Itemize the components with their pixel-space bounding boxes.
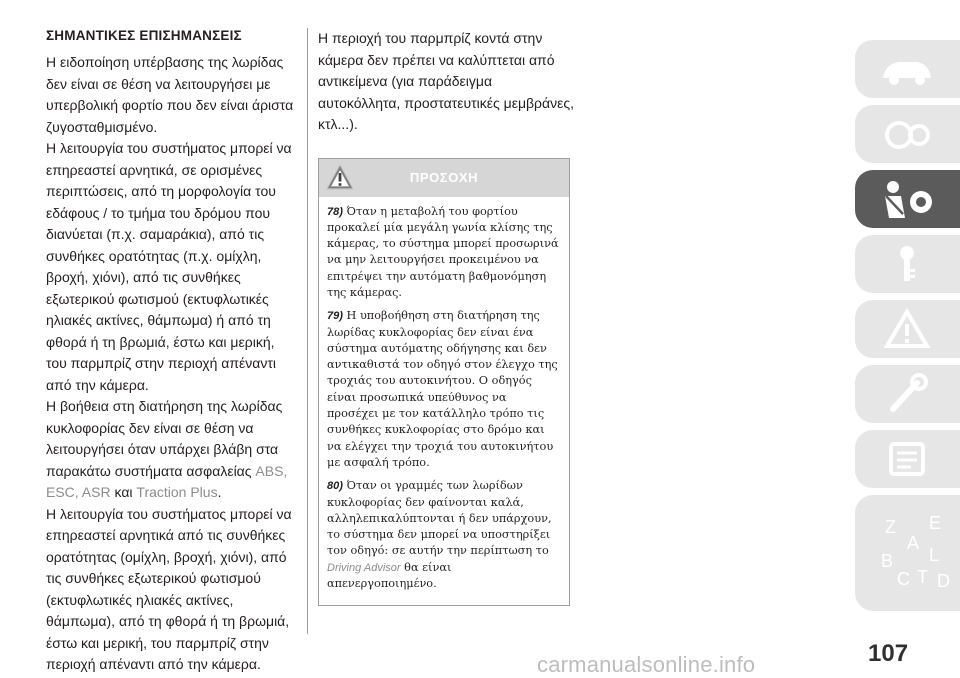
airbag-seatbelt-icon — [877, 178, 941, 222]
caution-header — [319, 159, 569, 197]
car-dashboard-icon — [877, 113, 937, 155]
paragraph-load-warning: Η ειδοποίηση υπέρβασης της λωρίδας δεν είναι σε θέση να λειτουργήσει με υπερβολική φορτίο που δεν είναι άριστα ζυγοσταθμισμένο. — [46, 54, 294, 135]
svg-text:D: D — [937, 571, 950, 591]
section-heading: ΣΗΜΑΝΤΙΚΕΣ ΕΠΙΣΗΜΑΝΣΕΙΣ — [46, 28, 242, 43]
ignition-key-icon — [877, 243, 937, 285]
driving-advisor-term: Driving Advisor — [327, 561, 401, 574]
note-number: 80) — [327, 480, 343, 493]
left-column — [46, 28, 296, 676]
svg-text:E: E — [929, 513, 942, 533]
svg-text:A: A — [907, 533, 920, 553]
tab-maintenance[interactable] — [855, 365, 960, 423]
traction-plus-term: Traction Plus — [136, 484, 218, 500]
tab-index[interactable] — [855, 495, 960, 611]
note-text: Όταν η μεταβολή του φορτίου προκαλεί μία μεγάλη γωνία κλίσης της κάμερας, το σύστημα μπορεί προσωρινά να μην λειτουργήσει προκειμένου να επιτρέψει την αυτόματη βαθμονόμηση της κάμερας. — [327, 204, 559, 299]
watermark: carmanualsonline.info — [537, 652, 756, 677]
svg-text:T: T — [917, 567, 928, 587]
column-divider — [307, 28, 308, 634]
car-info-icon — [877, 48, 937, 90]
technical-data-icon — [877, 438, 937, 480]
caution-note-78 — [327, 204, 561, 302]
right-column — [318, 28, 574, 606]
page-number: 107 — [868, 640, 909, 667]
para3-start: Η βοήθεια στη διατήρηση της λωρίδας κυκλοφορίας δεν είναι σε θέση να λειτουργήσει όταν υπάρχει βλάβη στα παρακάτω συστήματα ασφαλείας — [46, 398, 283, 479]
paragraph-visibility-conditions: Η λειτουργία του συστήματος μπορεί να επηρεαστεί αρνητικά από τις συνθήκες ορατότητας (ομίχλη, βροχή, χιόνι), από τις συνθήκες εξωτερικού φωτισμού (εκτυφλωτικές ηλιακές ακτίνες, θάμπωμα), από τη φθορά ή τη βρωμιά, έστω και μερική, του παρμπρίζ στην περιοχή απέναντι από την κάμερα. — [46, 505, 292, 672]
note-text-end: θα είναι απενεργοποιημένο. — [327, 560, 452, 591]
tab-safety[interactable] — [855, 170, 960, 228]
note-number: 79) — [327, 310, 343, 323]
para3-and: και — [110, 484, 137, 500]
tab-dashboard[interactable] — [855, 105, 960, 163]
svg-text:B: B — [881, 551, 894, 571]
paragraph-system-conditions: Η λειτουργία του συστήματος μπορεί να επηρεαστεί αρνητικά, σε ορισμένες περιπτώσεις, από τη μορφολογία του εδάφους / το τμήμα του δρόμου που διανύεται (π.χ. σαμαράκια), από τις συνθήκες ορατότητας (π.χ. ομίχλη, βροχή, χιόνι), από τις συνθήκες εξωτερικού φωτισμού (εκτυφλωτικές ηλιακές ακτίνες, θάμπωμα) ή από τη φθορά ή τη βρωμιά, έστω και μερική, του παρμπρίζ στην περιοχή απέναντι από την κάμερα. — [46, 140, 292, 393]
caution-body — [319, 197, 569, 606]
caution-title: ΠΡΟΣΟΧΗ — [409, 169, 479, 185]
caution-note-80 — [327, 478, 561, 592]
caution-note-79 — [327, 308, 561, 471]
index-letters-icon — [877, 503, 957, 599]
chapter-tabs — [855, 40, 960, 618]
svg-text:C: C — [897, 569, 910, 589]
paragraph-windshield-area: Η περιοχή του παρμπρίζ κοντά στην κάμερα δεν πρέπει να καλύπτεται από αντικείμενα (για παράδειγμα αυτοκόλλητα, προστατευτικές μεμβράνες, κτλ...). — [318, 30, 574, 132]
tab-technical-data[interactable] — [855, 430, 960, 488]
note-number: 78) — [327, 205, 343, 218]
tab-car-info[interactable] — [855, 40, 960, 98]
tab-starting[interactable] — [855, 235, 960, 293]
svg-text:L: L — [929, 545, 940, 565]
note-text-start: Όταν οι γραμμές των λωρίδων κυκλοφορίας δεν φαίνονται καλά, αλληλεπικαλύπτονται ή δεν υπάρχουν, το σύστημα δεν μπορεί να υποστηρίξει τον οδηγό: σε αυτήν την περίπτωση το — [327, 479, 552, 558]
safety-systems-terms: ABS, ESC, ASR — [46, 462, 288, 500]
caution-box — [318, 158, 570, 607]
tab-emergency[interactable] — [855, 300, 960, 358]
roadside-warning-icon — [877, 308, 937, 350]
svg-text:Z: Z — [885, 517, 896, 537]
paragraph-safety-systems — [46, 396, 296, 504]
para3-end: . — [217, 484, 222, 500]
maintenance-wrench-icon — [877, 373, 937, 415]
note-text: Η υποβοήθηση στη διατήρηση της λωρίδας κυκλοφορίας δεν είναι ένα σύστημα αυτόματης οδήγησης και δεν αντικαθιστά τον οδηγό στον έλεγχο της τροχιάς του αυτοκινήτου. Ο οδηγός είναι προσωπικά υπεύθυνος να προσέχει με τον κατάλληλο τρόπο τις συνθήκες κυκλοφορίας στο δρόμο και να ελέγχει την τροχιά του αυτοκινήτου με ασφαλή τρόπο. — [327, 309, 558, 469]
